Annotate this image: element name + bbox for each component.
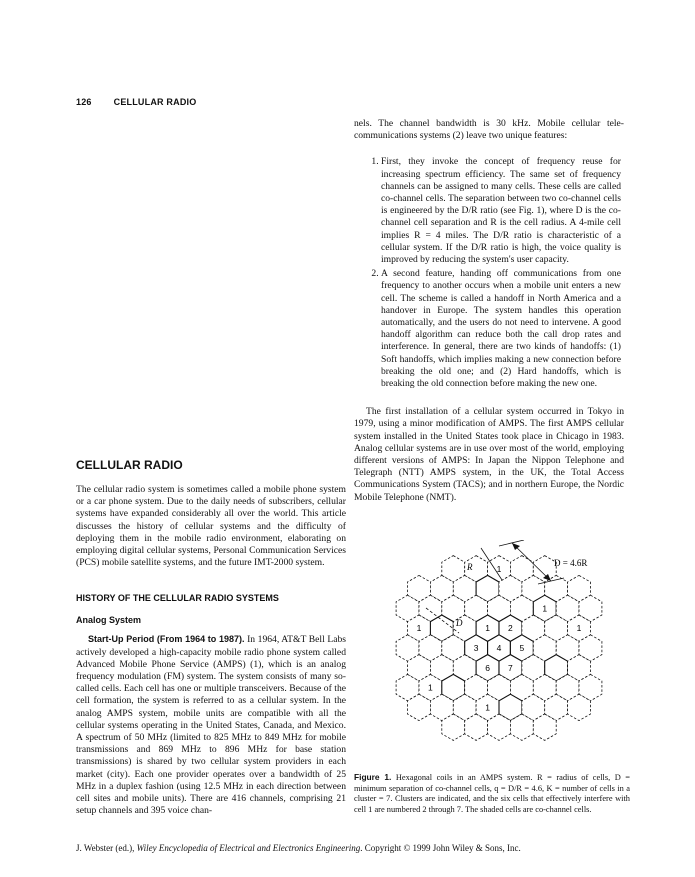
footer-suffix: . Copyright © 1999 John Wiley & Sons, Inc. bbox=[360, 843, 521, 853]
footer-title: Wiley Encyclopedia of Electrical and Electronics Engineering bbox=[136, 843, 361, 853]
cochannel-cell-number: 1 bbox=[416, 623, 422, 634]
figure-caption bbox=[354, 772, 630, 815]
features-list bbox=[354, 156, 624, 390]
running-head bbox=[76, 97, 196, 107]
cluster-cell-number: 3 bbox=[473, 643, 479, 653]
cluster-cell-number: 6 bbox=[485, 662, 490, 673]
left-column bbox=[76, 458, 346, 817]
cochannel-cell-number: 1 bbox=[428, 682, 433, 693]
cochannel-cell-number: 1 bbox=[542, 603, 548, 614]
cluster-cell-number: 1 bbox=[485, 623, 490, 634]
cluster-cell-number: 5 bbox=[519, 643, 525, 653]
cluster-cell-number: 2 bbox=[508, 623, 513, 634]
running-title: CELLULAR RADIO bbox=[113, 97, 197, 107]
page-number: 126 bbox=[76, 97, 92, 107]
hex-cell-diagram bbox=[374, 540, 624, 770]
startup-run-in: Start-Up Period (From 1964 to 1987). bbox=[88, 634, 245, 645]
startup-paragraph bbox=[76, 633, 346, 817]
d-ext-line-1 bbox=[499, 540, 524, 546]
feature-item-2: 2. A second feature, handing off communications from one frequency to another occurs when a mobile unit enters a new cell. The scheme is called a handoff in North America and a handover in Europe. The system handles this operation automatically, and the users do not need to intervene. A good handoff algorithm can reduce both the call drop rates and interference. In general, there are two kinds of handoffs: (1) Soft handoffs, which implies making a new connection before breaking the old one; and (2) Hard handoffs, which is breaking the old connection before making the new one. bbox=[381, 268, 624, 390]
section-title: CELLULAR RADIO bbox=[76, 458, 183, 472]
label-r: R bbox=[467, 562, 473, 572]
intro-paragraph: The cellular radio system is sometimes called a mobile phone system or a car phone system. Due to the daily needs of subscribers, cellular systems have expanded considerably all over the world. This article discusses the history of cellular systems and the difficulty of deploying them in the mobile radio environment, elaborating on employing digital cellular systems, Personal Communication Services (PCS) mobile satellite systems, and the future IMT-2000 system. bbox=[76, 484, 346, 569]
caption-text: Hexagonal coils in an AMPS system. R = radius of cells, D = minimum separation of co-channel cells, q = D/R = 4.6, K = number of cells in a cluster = 7. Clusters are indicated, and the six cells that effectively interfere with cell 1 are numbered 2 through 7. The shaded cells are co-channel cells. bbox=[354, 773, 630, 814]
cluster-cell-number: 4 bbox=[496, 643, 502, 653]
page-footer bbox=[76, 843, 676, 853]
caption-label: Figure 1. bbox=[354, 772, 392, 782]
cochannel-cell-number: 1 bbox=[576, 623, 582, 634]
footer-prefix: J. Webster (ed.), bbox=[76, 843, 137, 853]
label-d: D bbox=[456, 618, 463, 628]
figure-hexagonal-cells bbox=[374, 540, 624, 770]
history-paragraph: The first installation of a cellular system occurred in Tokyo in 1979, using a minor modification of AMPS. The first AMPS cellular system installed in the United States took place in Chicago in 1983. Analog cellular systems are in use over most of the world, employing different versions of AMPS: In Japan the Nippon Telephone and Telegraph (NTT) AMPS system, in the UK, the Total Access Communications System (TACS); and in northern Europe, the Nordic Mobile Telephone (NMT). bbox=[354, 406, 624, 503]
right-column bbox=[354, 118, 624, 504]
history-heading: HISTORY OF THE CELLULAR RADIO SYSTEMS bbox=[76, 593, 279, 604]
continuation-paragraph: nels. The channel bandwidth is 30 kHz. Mobile cellular tele-communications systems (2) leave two unique features: bbox=[354, 118, 624, 142]
d-arrow-head-1 bbox=[512, 543, 520, 550]
label-d-ratio: D = 4.6R bbox=[554, 558, 588, 568]
startup-text: In 1964, AT&T Bell Labs actively developed a high-capacity mobile radio phone system called Advanced Mobile Phone Service (AMPS) (1), which is an analog frequency modulation (FM) system. The system consists of many so-called cells. Each cell has one or multiple transceivers. Because of the cell formation, the system is referred to as a cellular system. In the analog AMPS system, mobile units are compatible with all the cellular systems operating in the United States, Canada, and Mexico. A spectrum of 50 MHz (limited to 825 MHz to 849 MHz for mobile transmissions and 869 MHz to 896 MHz for base station transmissions) is shared by two cellular system providers in each market (city). Each one provider operates over a bandwidth of 25 MHz in a duplex fashion (using 12.5 MHz in each direction between cell sites and mobile units). There are 416 channels, comprising 21 setup channels and 395 voice chan- bbox=[76, 634, 346, 817]
cochannel-cell-number: 1 bbox=[496, 563, 502, 574]
analog-heading: Analog System bbox=[76, 615, 142, 626]
cluster-cell-number: 7 bbox=[508, 662, 513, 673]
cochannel-cell-number: 1 bbox=[485, 702, 490, 713]
feature-item-1: 1. First, they invoke the concept of frequency reuse for increasing spectrum efficiency. The same set of frequency channels can be assigned to many cells. These cells are called co-channel cells. The separation between two co-channel cells is engineered by the D/R ratio (see Fig. 1), where D is the co-channel cell separation and R is the cell radius. A 4-mile cell implies R = 4 miles. The D/R ratio is characteristic of a cellular system. If the D/R ratio is high, the voice quality is improved by reducing the system's user capacity. bbox=[381, 156, 624, 266]
